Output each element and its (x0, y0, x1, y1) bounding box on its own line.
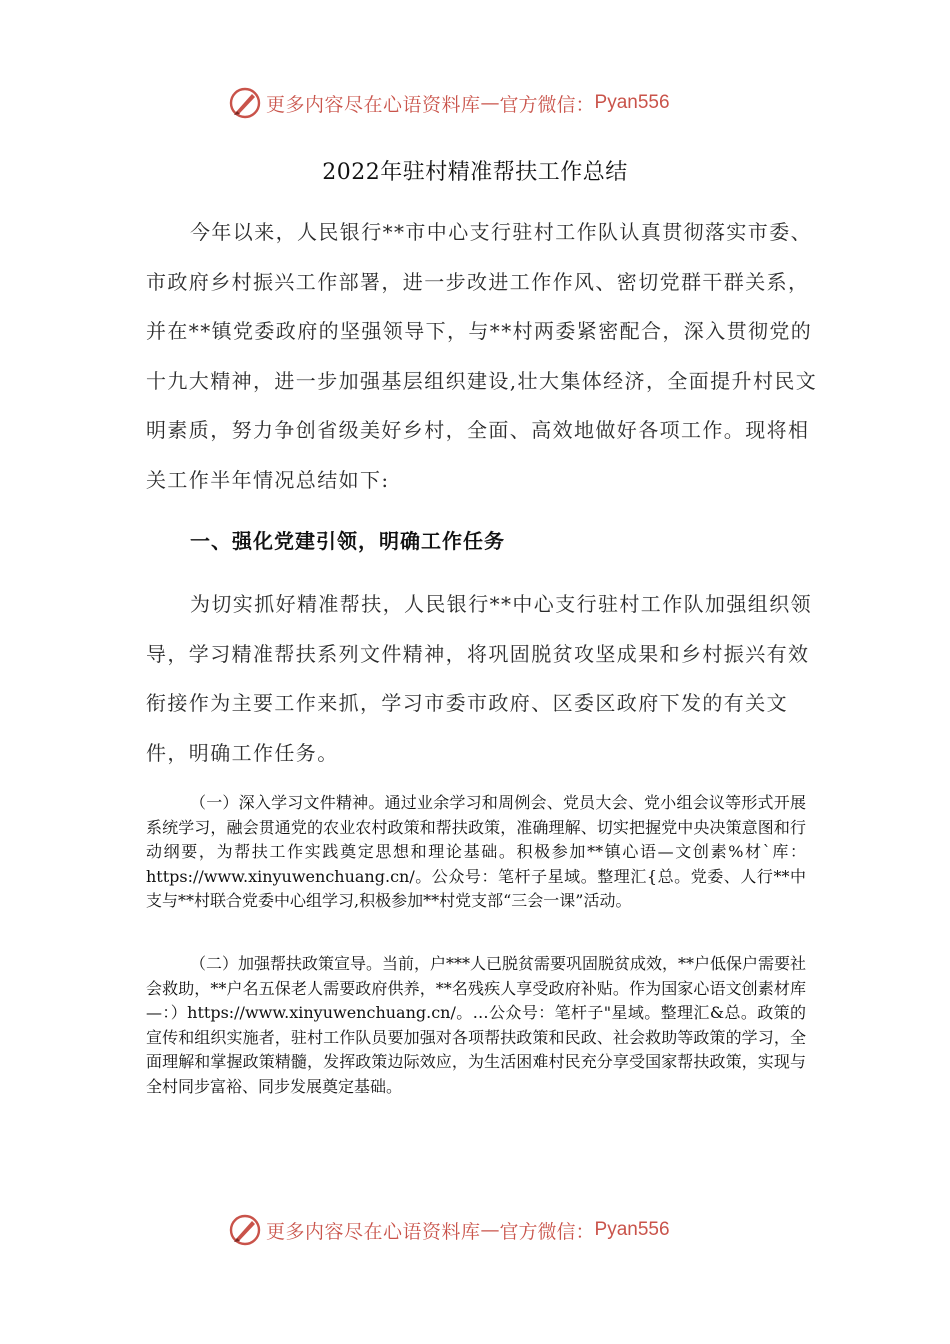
banner-separator: — (480, 1219, 500, 1241)
section-heading: 一、强化党建引领，明确工作任务 (190, 529, 505, 553)
banner-text: 更多内容尽在心语资料库 (266, 1220, 481, 1243)
footer-banner (228, 1210, 670, 1250)
pen-logo-icon (228, 86, 262, 120)
banner-wechat-label: 官方微信： (499, 1220, 595, 1243)
banner-wechat-id: Pyan556 (594, 92, 670, 113)
pen-logo-icon (228, 1213, 262, 1247)
section-paragraph: 为切实抓好精准帮扶，人民银行**中心支行驻村工作队加强组织领导，学习精准帮扶系列文件精神，将巩固脱贫攻坚成果和乡村振兴有效衔接作为主要工作来抓，学习市委市政府、区委区政府下发的有关文件，明确工作任务。 (146, 592, 812, 765)
banner-wechat-id: Pyan556 (594, 1219, 670, 1240)
intro-paragraph: 今年以来，人民银行**市中心支行驻村工作队认真贯彻落实市委、市政府乡村振兴工作部署，进一步改进工作作风、密切党群干群关系，并在**镇党委政府的坚强领导下，与**村两委紧密配合，深入贯彻党的十九大精神，进一步加强基层组织建设,壮大集体经济，全面提升村民文明素质，努力争创省级美好乡村，全面、高效地做好各项工作。现将相关工作半年情况总结如下: (146, 220, 818, 492)
banner-separator: — (480, 92, 500, 114)
document-title: 2022年驻村精准帮扶工作总结 (322, 160, 628, 185)
header-banner (228, 83, 670, 123)
banner-wechat-label: 官方微信： (499, 93, 595, 116)
item-paragraph-2: （二）加强帮扶政策宣导。当前，户***人已脱贫需要巩固脱贫成效，**户低保户需要社会救助，**户名五保老人需要政府供养，**名残疾人享受政府补贴。作为国家心语文创素材库—：）https://www.xinyuwenchuang.cn/。…公众号：笔杆子"星域。整理汇&总。政策的宣传和组织实施者，驻村工作队员要加强对各项帮扶政策和民政、社会救助等政策的学习，全面理解和掌握政策精髓，发挥政策边际效应，为生活困难村民充分享受国家帮扶政策，实现与全村同步富裕、同步发展奠定基础。 (146, 954, 807, 1096)
banner-text: 更多内容尽在心语资料库 (266, 93, 481, 116)
item-paragraph-1: （一）深入学习文件精神。通过业余学习和周例会、党员大会、党小组会议等形式开展系统学习，融会贯通党的农业农村政策和帮扶政策，准确理解、切实把握党中央决策意图和行动纲要，为帮扶工作实践奠定思想和理论基础。积极参加**镇心语—文创素%材`库：https://www.xinyuwenchuang.cn/。公众号：笔杆子星域。整理汇{总。党委、人行**中支与**村联合党委中心组学习,积极参加**村党支部“三会一课”活动。 (146, 793, 806, 910)
